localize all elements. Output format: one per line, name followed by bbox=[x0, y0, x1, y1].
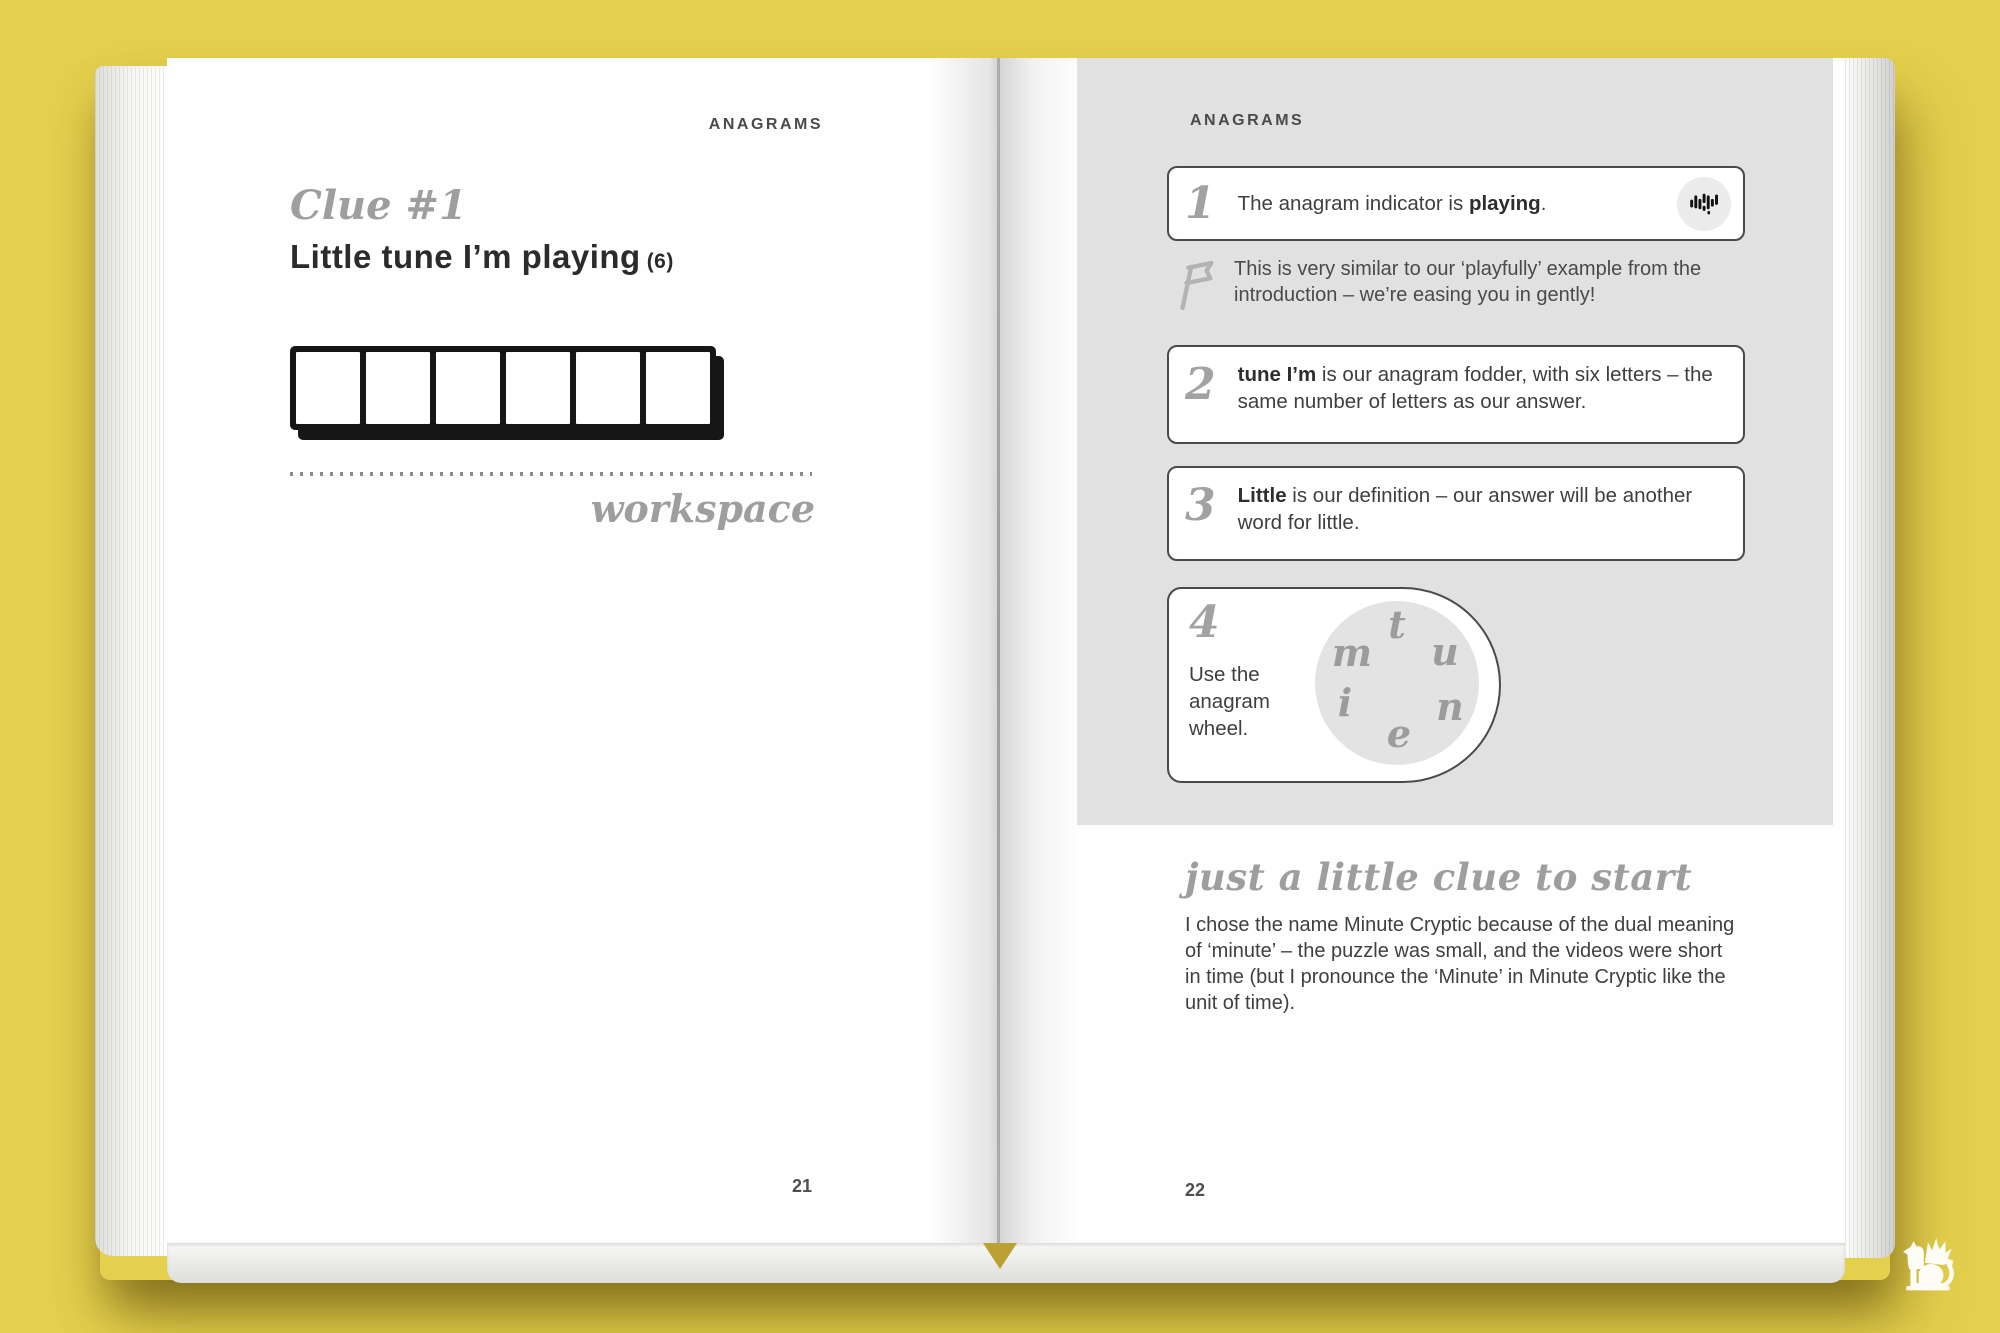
answer-grid bbox=[290, 346, 716, 430]
page-edges-right bbox=[1845, 58, 1895, 1258]
clue-enumeration: (6) bbox=[646, 250, 674, 273]
answer-cell bbox=[366, 352, 430, 424]
griffin-logo bbox=[1898, 1236, 1960, 1294]
step-3-number: 3 bbox=[1185, 480, 1216, 531]
left-page-header: ANAGRAMS bbox=[708, 116, 823, 133]
anagram-wheel bbox=[1315, 601, 1479, 765]
tip-note bbox=[1172, 256, 1749, 314]
wheel-letter: e bbox=[1386, 711, 1412, 756]
step-2-text-bold: tune I’m bbox=[1237, 363, 1317, 386]
section-body: I chose the name Minute Cryptic because of the dual meaning of ‘minute’ – the puzzle was small, and the videos were short in time (but I pronounce the ‘Minute’ in Minute Cryptic like the unit of time). bbox=[1185, 914, 1735, 1014]
left-page-number: 21 bbox=[792, 1176, 813, 1196]
wheel-letter: t bbox=[1388, 602, 1406, 647]
answer-cell bbox=[576, 352, 640, 424]
section-heading: just a little clue to start bbox=[1185, 855, 1693, 899]
workspace-dotted-rule bbox=[290, 472, 812, 476]
step-1-number: 1 bbox=[1185, 177, 1216, 229]
step-1-text-post: . bbox=[1540, 192, 1547, 215]
answer-cell bbox=[436, 352, 500, 424]
step-3-text-bold: Little bbox=[1237, 484, 1287, 507]
step-3-text-post: is our definition – our answer will be another word for little. bbox=[1237, 484, 1693, 534]
wheel-letter: m bbox=[1331, 630, 1373, 675]
step-1-text bbox=[1238, 190, 1677, 217]
step-2-number: 2 bbox=[1185, 359, 1216, 410]
tip-text: This is very similar to our ‘playfully’ example from the introduction – we’re easing you in gently! bbox=[1234, 258, 1702, 306]
right-page-header: ANAGRAMS bbox=[1190, 112, 1305, 129]
left-page bbox=[167, 58, 1000, 1248]
wheel-letter: u bbox=[1431, 629, 1459, 674]
step-2-box bbox=[1167, 345, 1745, 444]
step-1-text-pre: The anagram indicator is bbox=[1237, 192, 1469, 215]
flag-icon bbox=[1172, 256, 1218, 314]
step-2-text bbox=[1238, 361, 1718, 415]
step-4-text: Use the anagram wheel. bbox=[1189, 663, 1270, 740]
clue-text bbox=[290, 238, 674, 276]
wheel-letter: i bbox=[1337, 680, 1353, 725]
wheel-letter: n bbox=[1436, 684, 1464, 729]
answer-cell bbox=[296, 352, 360, 424]
right-page-number: 22 bbox=[1185, 1180, 1206, 1200]
bars-glyph bbox=[1685, 185, 1723, 223]
clue-words: Little tune I’m playing bbox=[290, 238, 641, 275]
step-1-text-bold: playing bbox=[1468, 192, 1541, 215]
step-1-box bbox=[1167, 166, 1745, 241]
step-3-text bbox=[1238, 482, 1718, 536]
answer-cell bbox=[646, 352, 710, 424]
answer-cell bbox=[506, 352, 570, 424]
step-4-number: 4 bbox=[1189, 597, 1220, 648]
step-2-text-post: is our anagram fodder, with six letters – the same number of letters as our answer. bbox=[1237, 363, 1713, 413]
minute-cryptic-bars-icon bbox=[1677, 177, 1731, 231]
step-3-box bbox=[1167, 466, 1745, 561]
clue-label: Clue #1 bbox=[290, 182, 467, 229]
page-edges-left bbox=[95, 66, 167, 1256]
book-spine bbox=[997, 58, 1000, 1248]
workspace-label: workspace bbox=[590, 486, 815, 531]
